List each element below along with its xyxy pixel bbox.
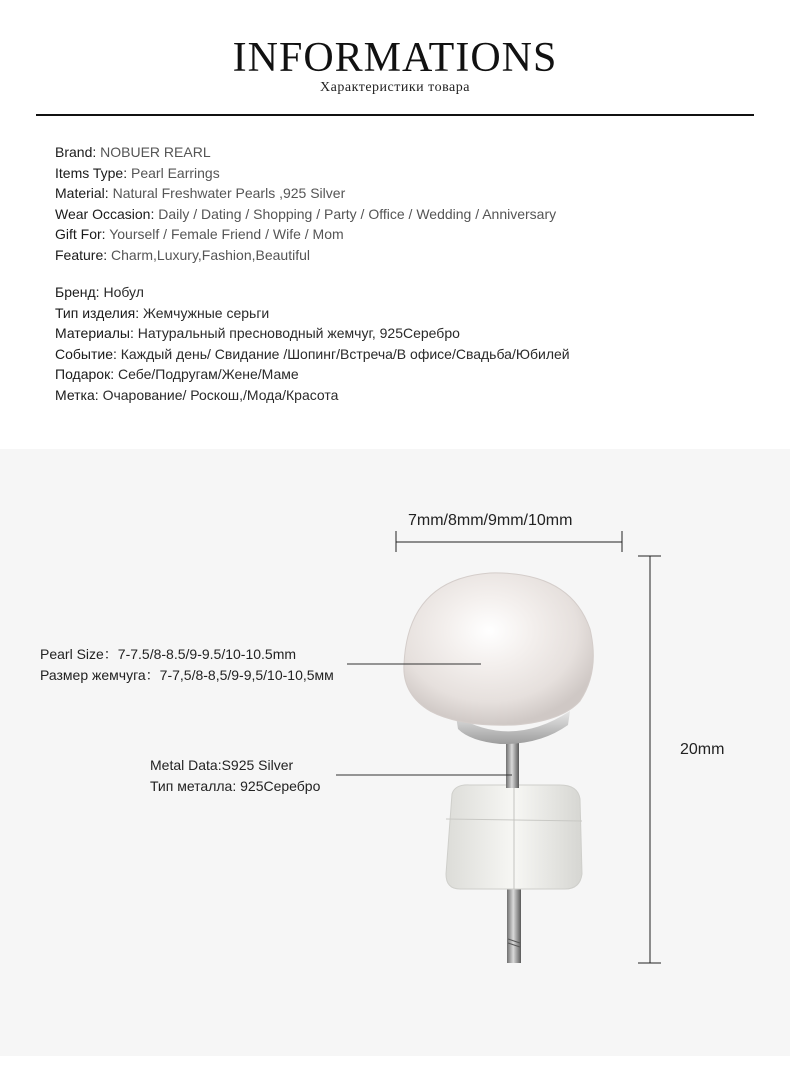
page-title: INFORMATIONS (232, 35, 558, 81)
metal-callout (150, 755, 320, 797)
spec-row-gift-ru (55, 364, 570, 385)
spec-key: Material: (55, 185, 113, 202)
height-dimension (638, 556, 661, 963)
spec-value: Daily / Dating / Shopping / Party / Office / Wedding / Anniversary (158, 205, 557, 222)
spec-key: Feature: (55, 246, 112, 263)
post-tip (507, 886, 521, 963)
spec-row-material-ru (55, 323, 570, 344)
spec-value: Натуральный пресноводный жемчуг, 925Серебро (137, 325, 460, 342)
spec-value: NOBUER REARL (100, 144, 211, 160)
spec-key: Тип изделия: (55, 304, 143, 321)
spec-value: Жемчужные серьги (143, 304, 270, 321)
spec-key: Событие: (55, 345, 121, 362)
specs-english (55, 142, 556, 266)
spec-key: Материалы: (55, 325, 138, 342)
metal-en: Metal Data:S925 Silver (150, 757, 294, 773)
spec-row-brand (55, 142, 556, 163)
specs-russian (55, 282, 570, 406)
spec-row-occasion-ru (55, 344, 570, 365)
spec-value: Каждый день/ Свидание /Шопинг/Встреча/В офисе/Свадьба/Юбилей (120, 345, 570, 362)
spec-value: Charm,Luxury,Fashion,Beautiful (111, 246, 310, 263)
spec-key: Wear Occasion: (55, 205, 159, 222)
spec-row-feature-ru (55, 385, 570, 406)
spec-key: Items Type: (55, 164, 131, 181)
pearl (404, 573, 593, 725)
spec-value: Pearl Earrings (131, 164, 220, 181)
spec-row-type-ru (55, 303, 570, 324)
spec-value: Очарование/ Роскош,/Мода/Красота (102, 386, 339, 403)
spec-key: Бренд: (55, 284, 104, 300)
spec-value: Natural Freshwater Pearls ,925 Silver (112, 185, 346, 202)
spec-key: Gift For: (55, 226, 110, 243)
spec-row-feature (55, 245, 556, 266)
spec-row-wear-occasion (55, 204, 556, 225)
silicone-back (446, 785, 582, 889)
spec-row-items-type (55, 163, 556, 184)
pearl-size-callout (40, 644, 334, 686)
spec-value: Yourself / Female Friend / Wife / Mom (109, 226, 344, 243)
spec-key: Подарок: (55, 366, 118, 383)
earring-illustration (0, 449, 790, 1056)
size-diagram (0, 449, 790, 1056)
spec-row-brand-ru (55, 282, 570, 303)
spec-row-material (55, 183, 556, 204)
divider (36, 114, 754, 116)
spec-row-gift-for (55, 224, 556, 245)
spec-value: Себе/Подругам/Жене/Маме (117, 366, 299, 383)
spec-value: Нобул (103, 284, 144, 300)
height-label: 20mm (680, 741, 725, 758)
spec-key: Brand: (55, 144, 101, 160)
page-subtitle: Характеристики товара (320, 80, 470, 95)
spec-key: Метка: (55, 386, 103, 403)
pearl-size-ru: Размер жемчуга：7-7,5/8-8,5/9-9,5/10-10,5мм (40, 667, 334, 683)
width-dimension (396, 531, 622, 552)
width-label: 7mm/8mm/9mm/10mm (408, 512, 573, 529)
pearl-size-en: Pearl Size：7-7.5/8-8.5/9-9.5/10-10.5mm (40, 646, 297, 662)
metal-ru: Тип металла: 925Серебро (150, 778, 321, 794)
